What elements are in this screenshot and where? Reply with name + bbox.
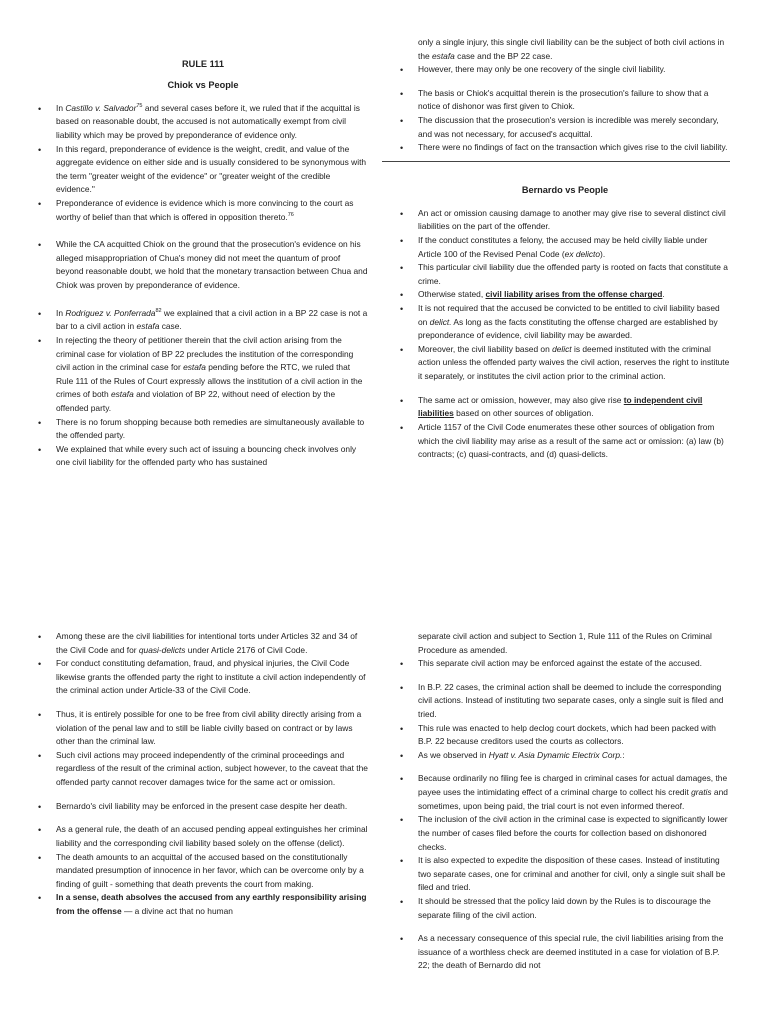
list-item: • For conduct constituting defamation, fraud, and physical injuries, the Civil Code likewise grants the offended party the right to institute a civil action independently of the criminal action under Article-33 of the Civil Code. [38, 657, 368, 698]
bullet-list [400, 657, 730, 671]
bullet-list [400, 932, 730, 973]
list-item: • The basis or Chiok's acquittal therein is the prosecution's failure to show that a notice of dishonor was first given to Chiok. [400, 87, 730, 114]
list-item: • In a sense, death absolves the accused from any earthly responsibility arising from the offense — a divine act that no human [38, 891, 368, 918]
list-item: • As we observed in Hyatt v. Asia Dynamic Electrix Corp.: [400, 749, 730, 763]
list-item: • If the conduct constitutes a felony, the accused may be held civilly liable under Article 100 of the Revised Penal Code (ex delicto). [400, 234, 730, 261]
bullet-list [400, 681, 730, 763]
list-item: • Article 1157 of the Civil Code enumerates these other sources of obligation from which the civil liability may arise as a result of the same act or omission: (a) law (b) contracts; (c) quasi-contracts, and (d) quasi-delicts. [400, 421, 730, 462]
bullet-list [400, 772, 730, 922]
bullet-list [38, 630, 368, 698]
list-item: • An act or omission causing damage to another may give rise to several distinct civil liabilities on the part of the offender. [400, 207, 730, 234]
document-page-2 [0, 512, 768, 1024]
list-item: • Among these are the civil liabilities for intentional torts under Articles 32 and 34 of the Civil Code and for quasi-delicts under Article 2176 of Civil Code. [38, 630, 368, 657]
list-item: • This particular civil liability due the offended party is rooted on facts that constitute a crime. [400, 261, 730, 288]
list-item: • There were no findings of fact on the transaction which gives rise to the civil liability. [400, 141, 730, 155]
list-item: • Thus, it is entirely possible for one to be free from civil ability directly arising from a violation of the penal law and to still be liable civilly based on contract or by laws other than the criminal law. [38, 708, 368, 749]
list-item: • It should be stressed that the policy laid down by the Rules is to discourage the separate filing of the civil action. [400, 895, 730, 922]
list-item: • It is also expected to expedite the disposition of these cases. Instead of instituting two separate cases, one for criminal and another for civil, only a single suit shall be filed and tried. [400, 854, 730, 895]
bullet-list [400, 36, 730, 63]
bullet-list [38, 708, 368, 790]
page1-left-column [38, 58, 368, 470]
list-item: • However, there may only be one recovery of the single civil liability. [400, 63, 730, 77]
list-item: • The death amounts to an acquittal of the accused based on the constitutionally mandated presumption of innocence in her favor, which can be overcome only by a finding of guilt - something that death prevents the court from making. [38, 851, 368, 892]
bullet-list [400, 207, 730, 384]
list-item: • The same act or omission, however, may also give rise to independent civil liabilities based on other sources of obligation. [400, 394, 730, 421]
page1-right-column [400, 36, 730, 462]
list-item: • Preponderance of evidence is evidence which is more convincing to the court as worthy of belief than that which is offered in opposition thereto.$^{76}$ [38, 197, 368, 224]
list-item: • This rule was enacted to help declog court dockets, which had been packed with B.P. 22 because creditors used the courts as collectors. [400, 722, 730, 749]
bullet-list [38, 238, 368, 292]
list-item: • The inclusion of the civil action in the criminal case is expected to significantly lower the number of cases filed before the courts for collection based on dishonored checks. [400, 813, 730, 854]
section-divider [382, 161, 730, 162]
bullet-list [38, 307, 368, 470]
bullet-list [400, 87, 730, 155]
page2-left-column [38, 630, 368, 919]
list-item: • While the CA acquitted Chiok on the ground that the prosecution's evidence on his alleged misappropriation of Chua's money did not meet the quantum of proof beyond reasonable doubt, we hold that the monetary transaction between Chua and Chiok was proven by preponderance of evidence. [38, 238, 368, 292]
list-item: • It is not required that the accused be convicted to be entitled to civil liability based on delict. As long as the facts constituting the offense charged are established by preponderance of evidence, civil liability may be awarded. [400, 302, 730, 343]
list-item: • In rejecting the theory of petitioner therein that the civil action arising from the criminal case for violation of BP 22 precludes the institution of the corresponding civil action in the criminal case for estafa pending before the RTC, we ruled that Rule 111 of the Rules of Court expressly allows the institution of a civil action in the crimes of both estafa and violation of BP 22, without need of election by the offended party. [38, 334, 368, 416]
case-title-bernardo: Bernardo vs People [521, 184, 609, 195]
list-item: • This separate civil action may be enforced against the estate of the accused. [400, 657, 730, 671]
list-item: • In Castillo v. Salvador$^{75}$ and several cases before it, we ruled that if the acquittal is based on reasonable doubt, the accused is not automatically exempt from civil liability which may be proved by preponderance of evidence only. [38, 102, 368, 143]
bullet-list [38, 823, 368, 918]
case-title-chiok: Chiok vs People [167, 79, 239, 90]
bullet-list [38, 800, 368, 814]
list-item: • As a general rule, the death of an accused pending appeal extinguishes her criminal liability and the corresponding civil liability based solely on the offense (delict). [38, 823, 368, 850]
page2-right-column [400, 630, 730, 973]
list-item: • In B.P. 22 cases, the criminal action shall be deemed to include the corresponding civil actions. Instead of instituting two separate cases, only a single suit is filed and tried. [400, 681, 730, 722]
list-item: • Because ordinarily no filing fee is charged in criminal cases for actual damages, the payee uses the intimidating effect of a criminal charge to collect his credit gratis and sometimes, upon being paid, the trial court is not even informed thereof. [400, 772, 730, 813]
list-item: • In Rodriguez v. Ponferrada$^{82}$ we explained that a civil action in a BP 22 case is not a bar to a civil action in estafa case. [38, 307, 368, 334]
bullet-list [400, 63, 730, 77]
list-item: • As a necessary consequence of this special rule, the civil liabilities arising from the issuance of a worthless check are deemed instituted in a case for violation of B.P. 22; the death of Bernardo did not [400, 932, 730, 973]
list-item: • Such civil actions may proceed independently of the criminal proceedings and regardless of the result of the criminal action, subject however, to the caveat that the offended party cannot recover damages twice for the same act or omission. [38, 749, 368, 790]
rule-title: RULE 111 [182, 59, 224, 69]
list-item-continued: separate civil action and subject to Section 1, Rule 111 of the Rules on Criminal Procedure as amended. [418, 631, 712, 655]
list-item: • Otherwise stated, civil liability arises from the offense charged. [400, 288, 730, 302]
list-item: • The discussion that the prosecution's version is incredible was merely secondary, and was not necessary, for accused's acquittal. [400, 114, 730, 141]
list-item-continued: only a single injury, this single civil liability can be the subject of both civil actions in the estafa case and the BP 22 case. [418, 37, 725, 61]
bullet-list [400, 630, 730, 657]
list-item: • Bernardo's civil liability may be enforced in the present case despite her death. [38, 800, 368, 814]
list-item: • There is no forum shopping because both remedies are simultaneously available to the offended party. [38, 416, 368, 443]
list-item: • In this regard, preponderance of evidence is the weight, credit, and value of the aggregate evidence on either side and is usually considered to be synonymous with the term "greater weight of the evidence" or "greater weight of the credible evidence." [38, 143, 368, 197]
list-item: • We explained that while every such act of issuing a bouncing check involves only one civil liability for the offended party who has sustained [38, 443, 368, 470]
bullet-list [400, 394, 730, 462]
list-item: • Moreover, the civil liability based on delict is deemed instituted with the criminal action unless the offended party waives the civil action, reserves the right to institute it separately, or institutes the civil action prior to the criminal action. [400, 343, 730, 384]
bullet-list [38, 102, 368, 224]
